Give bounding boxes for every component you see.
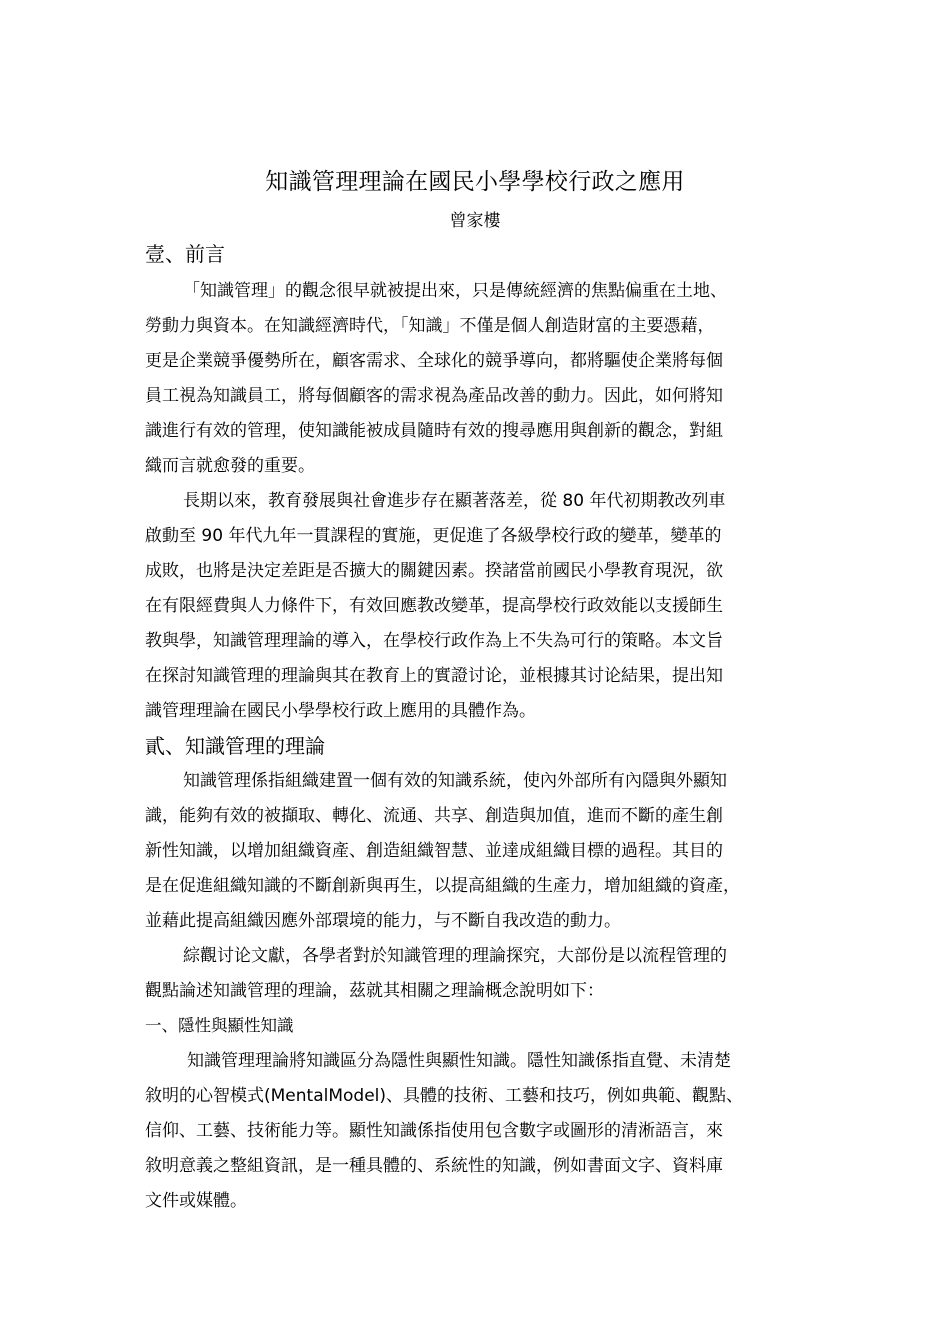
section-heading-theory: 貳、知識管理的理論 (145, 734, 325, 758)
paragraph-line: 長期以來，教育發展與社會進步存在顯著落差，從 80 年代初期教改列車 (183, 491, 726, 511)
paragraph-line: 新性知識，以增加組織資產、創造組織智慧、並達成組織目標的過程。其目的 (145, 841, 723, 861)
paragraph-line: 在有限經費與人力條件下，有效回應教改變革，提高學校行政效能以支援師生 (145, 596, 723, 616)
paragraph-line: 並藉此提高組織因應外部環境的能力，与不斷自我改造的動力。 (145, 911, 621, 931)
paragraph-line: 識，能夠有效的被擷取、轉化、流通、共享、創造與加值，進而不斷的產生創 (145, 806, 723, 826)
paragraph-line: 織而言就愈發的重要。 (145, 456, 315, 476)
paragraph-line: 敘明意義之整組資訊，是一種具體的、系統性的知識，例如書面文字、資料庫 (145, 1156, 723, 1176)
document-title: 知識管理理論在國民小學學校行政之應用 (265, 169, 685, 195)
document-author: 曾家樓 (449, 211, 501, 231)
paragraph-line: 在探討知識管理的理論與其在教育上的實證讨论，並根據其讨论結果，提出知 (145, 666, 723, 686)
paragraph-line: 勞動力與資本。在知識經濟時代，「知識」不僅是個人創造財富的主要憑藉， (145, 316, 715, 336)
paragraph-line: 識進行有效的管理，使知識能被成員隨時有效的搜尋應用與創新的觀念，對組 (145, 421, 723, 441)
paragraph-line: 知識管理係指組織建置一個有效的知識系統，使內外部所有內隱與外顯知 (183, 771, 727, 791)
paragraph-line: 「知識管理」的觀念很早就被提出來，只是傳統經濟的焦點偏重在土地、 (183, 281, 727, 301)
paragraph-line: 文件或媒體。 (145, 1191, 247, 1211)
paragraph-line: 成敗，也將是決定差距是否擴大的關鍵因素。揆諸當前國民小學教育現況，欲 (145, 561, 723, 581)
paragraph-line: 敘明的心智模式(MentalModel)、具體的技術、工藝和技巧，例如典範、觀點、 (145, 1086, 744, 1106)
subsection-heading-tacit-explicit: 一、隱性與顯性知識 (145, 1016, 294, 1035)
paragraph-line: 信仰、工藝、技術能力等。顯性知識係指使用包含數字或圖形的清淅語言，來 (145, 1121, 723, 1141)
paragraph-line: 是在促進組織知識的不斷創新與再生，以提高組織的生產力，增加組織的資產， (145, 876, 740, 896)
paragraph-line: 識管理理論在國民小學學校行政上應用的具體作為。 (145, 701, 536, 721)
paragraph-line: 員工視為知識員工，將每個顧客的需求視為產品改善的動力。因此，如何將知 (145, 386, 723, 406)
paragraph-line: 綜觀讨论文獻，各學者對於知識管理的理論探究，大部份是以流程管理的 (183, 946, 727, 966)
paragraph-line: 啟動至 90 年代九年一貫課程的實施，更促進了各級學校行政的變革，變革的 (145, 526, 722, 546)
section-heading-preface: 壹、前言 (145, 242, 225, 266)
paragraph-line: 觀點論述知識管理的理論，茲就其相關之理論概念說明如下： (145, 981, 604, 1001)
paragraph-line: 更是企業競爭優勢所在，顧客需求、全球化的競爭導向，都將驅使企業將每個 (145, 351, 723, 371)
paragraph-line: 知識管理理論將知識區分為隱性與顯性知識。隱性知識係指直覺、未清楚 (187, 1051, 731, 1071)
paragraph-line: 教與學，知識管理理論的導入，在學校行政作為上不失為可行的策略。本文旨 (145, 631, 723, 651)
